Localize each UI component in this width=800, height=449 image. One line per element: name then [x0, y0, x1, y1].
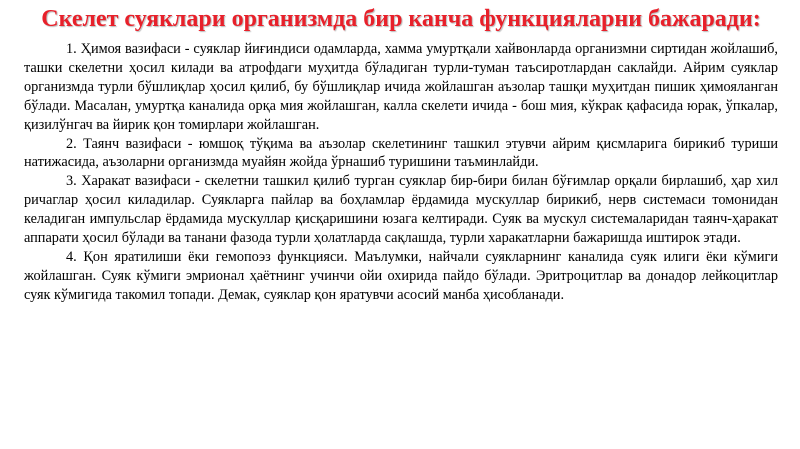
paragraph-hematopoiesis-function: 4. Қон яратилиши ёки гемопоэз функцияси. Маълумки, найчали суякларнинг каналида суяк илиги ёки кўмиги жойлашган. Суяк кўмиги эмрионал ҳаётнинг учинчи ойи охирида пайдо бўлади. Эритроцитлар ва донадор лейкоцитлар суяк кўмигида такомил топади. Демак, суяклар қон яратувчи асосий манба ҳисобланади. — [24, 248, 778, 303]
slide-title: Скелет суяклари организмда бир канча функцияларни бажаради: — [41, 6, 761, 32]
paragraph-protective-function: 1. Ҳимоя вазифаси - суяклар йиғиндиси одамларда, хамма умуртқали хайвонларда организмни сиртидан жойлашиб, ташки скелетни ҳосил килади ва атрофдаги муҳитда бўладиган турли-туман таъсиротлардан саклайди. Айрим суяклар организмда турли бўшлиқлар ҳосил қилиб, бу бўшлиқлар ичида жойлашган аъзолар ташқи муҳитдан пишик ҳимояланган бўлади. Масалан, умуртқа каналида орқа мия жойлашган, калла скелети ичида - бош мия, кўкрак қафасида юрак, ўпкалар, қизилўнгач ва йирик қон томирлари жойлашган. — [24, 41, 778, 133]
slide-body — [24, 40, 778, 305]
paragraph-support-function: 2. Таянч вазифаси - юмшоқ тўқима ва аъзолар скелетининг ташкил этувчи айрим қисмларига бирикиб туриши натижасида, аъзоларни организмда муайян жойда ўрнашиб туришини таъминлайди. — [24, 135, 778, 171]
paragraph-movement-function: 3. Харакат вазифаси - скелетни ташкил қилиб турган суяклар бир-бири билан бўғимлар орқали бирлашиб, ҳар хил ричаглар ҳосил киладилар. Суякларга пайлар ва боҳламлар ёрдамида мускуллар бирикиб, нерв системаси томонидан келадиган импульслар ёрдамида мускуллар қисқаришини юзага келтиради. Суяк ва мускул системаларидан таянч-ҳаракат аппарати ҳосил бўлади ва танани фазода турли ҳолатларда сақлашда, турли харакатларни бажаришда иштирок этади. — [24, 173, 778, 247]
